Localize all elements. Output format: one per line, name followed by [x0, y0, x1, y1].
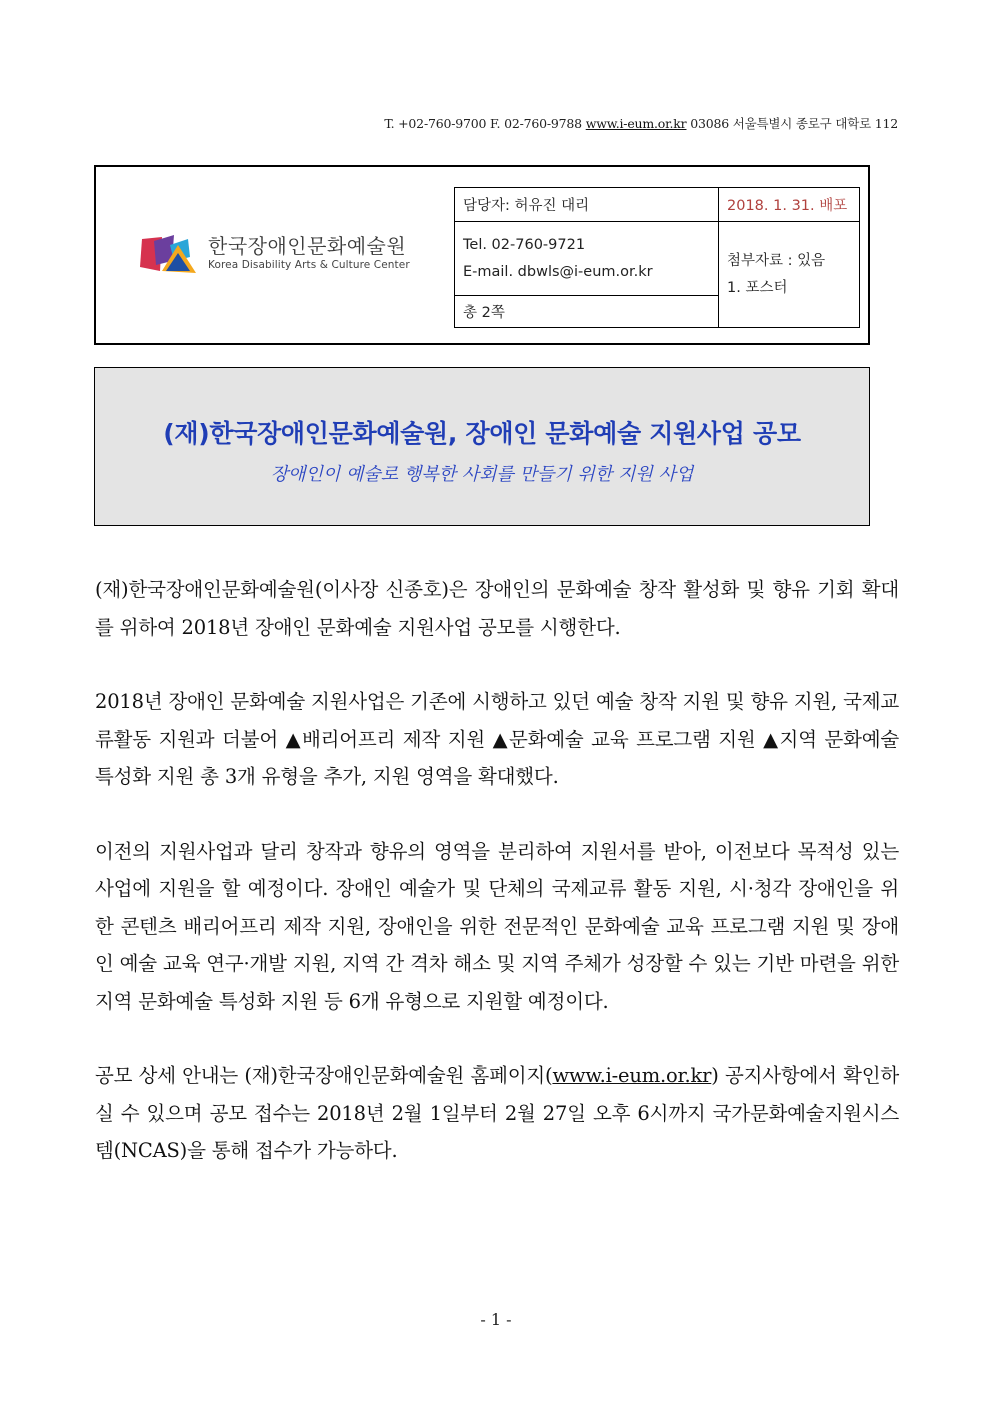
attachment-label: 첨부자료 : 있음: [727, 252, 826, 269]
total-pages: 총 2쪽: [455, 296, 719, 328]
contact-website-link[interactable]: www.i-eum.or.kr: [585, 116, 687, 131]
header-box: [94, 165, 870, 345]
paragraph-4-end: ) 공지사항에서 확인하실 수 있으며 공모 접수는 2018년 2월 1일부터 2월 27일 오후 6시까지 국가문화예술지원시스템(NCAS)을 통해 접수가 가능하다.: [95, 1064, 900, 1162]
homepage-link[interactable]: www.i-eum.or.kr: [552, 1064, 712, 1087]
body-text: [95, 571, 899, 1207]
logo-mark-icon: [140, 231, 198, 275]
paragraph-4: [95, 1057, 899, 1170]
paragraph-1: (재)한국장애인문화예술원(이사장 신종호)은 장애인의 문화예술 창작 활성화 및 향유 기회 확대를 위하여 2018년 장애인 문화예술 지원사업 공모를 시행한다.: [95, 578, 899, 639]
logo-name-english: Korea Disability Arts & Culture Center: [208, 259, 410, 271]
manager-cell: 담당자: 허유진 대리: [455, 188, 719, 222]
paragraph-3: 이전의 지원사업과 달리 창작과 향유의 영역을 분리하여 지원서를 받아, 이전보다 목적성 있는 사업에 지원을 할 예정이다. 장애인 예술가 및 단체의 국제교류 활동 지원, 시·청각 장애인을 위한 콘텐츠 배리어프리 제작 지원, 장애인을 위한 전문적인 문화예술 교육 프로그램 지원 및 장애인 예술 교육 연구·개발 지원, 지역 간 격차 해소 및 지역 주체가 성장할 수 있는 기반 마련을 위한 지역 문화예술 특성화 지원 등 6개 유형으로 지원할 예정이다.: [95, 839, 899, 1013]
contact-line: [384, 114, 898, 132]
logo-name-korean: 한국장애인문화예술원: [208, 234, 407, 258]
attachment-item: 1. 포스터: [727, 279, 788, 296]
contact-email: E-mail. dbwls@i-eum.or.kr: [463, 263, 653, 280]
distribution-date: 2018. 1. 31. 배포: [719, 188, 860, 222]
contact-info-table: [454, 187, 860, 328]
paragraph-2: 2018년 장애인 문화예술 지원사업은 기존에 시행하고 있던 예술 창작 지원 및 향유 지원, 국제교류활동 지원과 더불어 ▲배리어프리 제작 지원 ▲문화예술 교육 프로그램 지원 ▲지역 문화예술 특성화 지원 총 3개 유형을 추가, 지원 영역을 확대했다.: [95, 690, 899, 788]
contact-tel: Tel. 02-760-9721: [463, 236, 586, 253]
paragraph-4-start: 공모 상세 안내는 (재)한국장애인문화예술원 홈페이지(: [95, 1064, 553, 1087]
title-box: [94, 367, 870, 526]
press-release-subtitle: 장애인이 예술로 행복한 사회를 만들기 위한 지원 사업: [270, 464, 694, 485]
contact-phone-fax: T. +02-760-9700 F. 02-760-9788: [384, 116, 582, 131]
page-number: - 1 -: [480, 1310, 512, 1329]
press-release-title: (재)한국장애인문화예술원, 장애인 문화예술 지원사업 공모: [163, 419, 801, 448]
organization-logo: [140, 231, 410, 275]
contact-address: 03086 서울특별시 종로구 대학로 112: [690, 116, 898, 131]
